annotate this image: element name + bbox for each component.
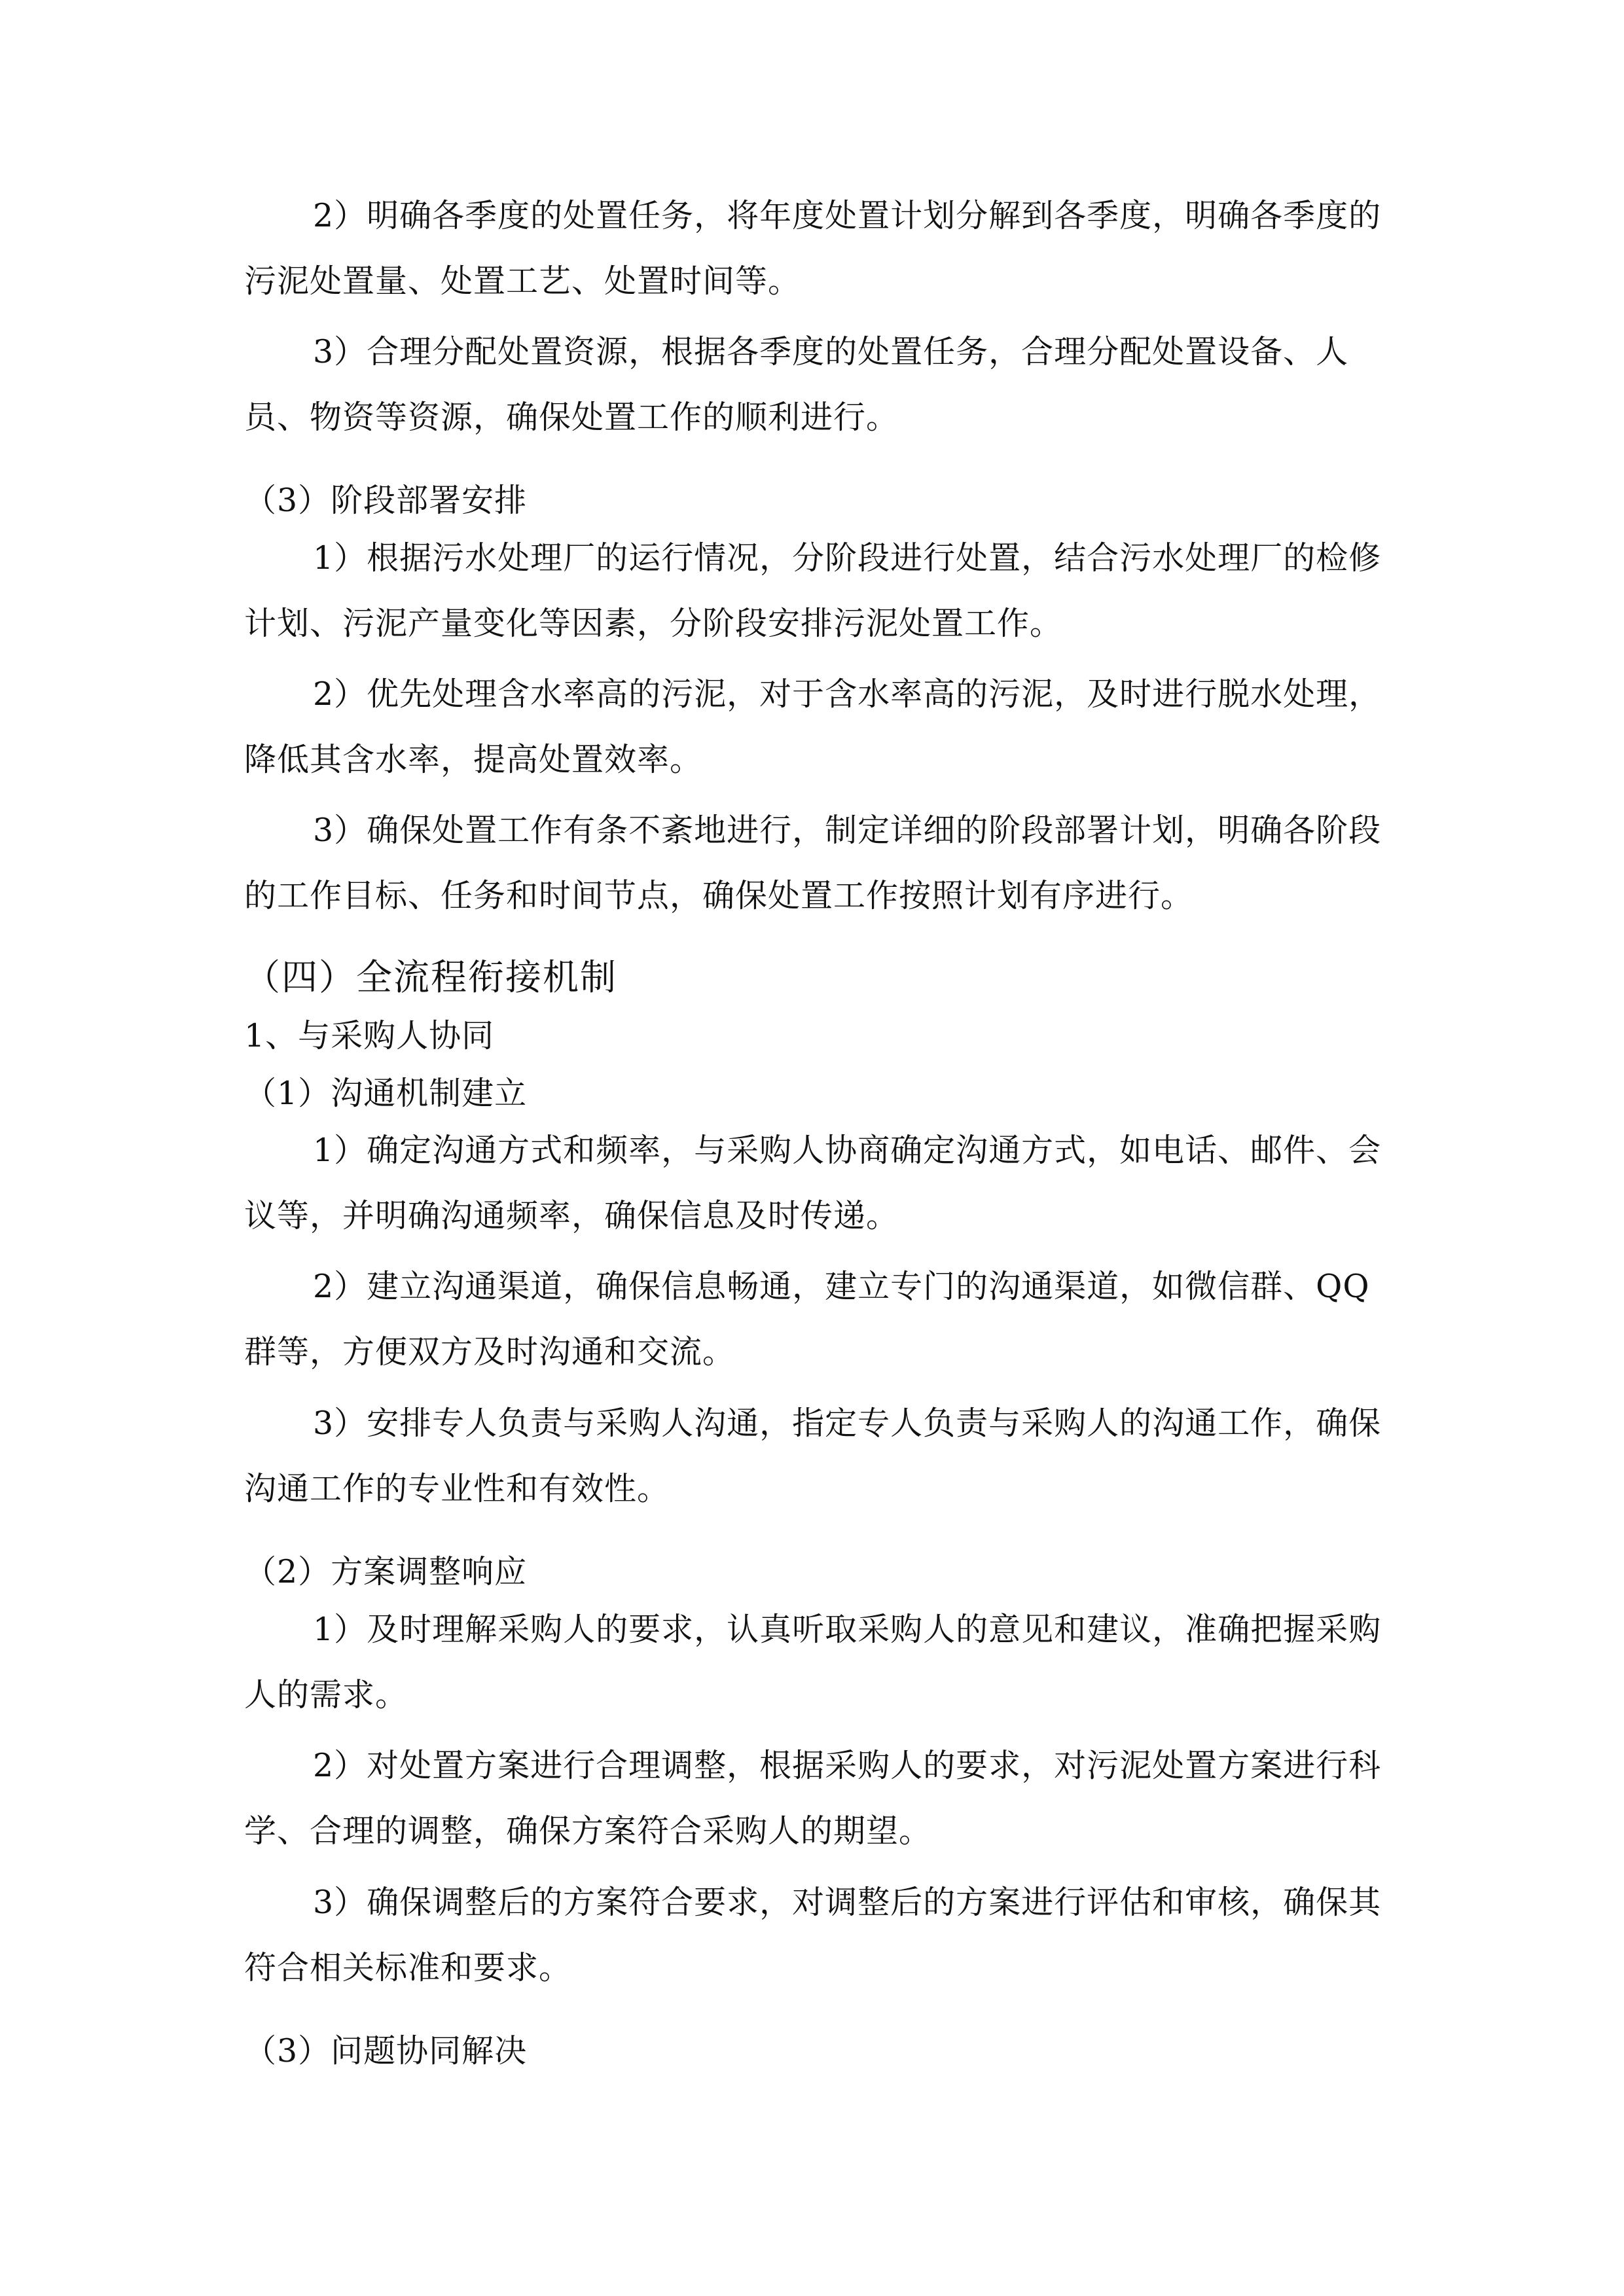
paragraph-line: 3）安排专人负责与采购人沟通，指定专人负责与采购人的沟通工作，确保	[313, 1405, 1382, 1442]
paragraph-line: 人的需求。	[244, 1676, 408, 1713]
paragraph	[244, 675, 1383, 780]
paragraph-line: 议等，并明确沟通频率，确保信息及时传递。	[244, 1197, 899, 1234]
subsection-heading: （2）方案调整响应	[244, 1553, 528, 1590]
paragraph-line: 1）及时理解采购人的要求，认真听取采购人的意见和建议，准确把握采购	[313, 1611, 1382, 1648]
paragraph-line: 的工作目标、任务和时间节点，确保处置工作按照计划有序进行。	[244, 877, 1194, 914]
subsection-heading: （3）问题协同解决	[244, 2032, 528, 2070]
paragraph-line: 2）优先处理含水率高的污泥，对于含水率高的污泥，及时进行脱水处理，	[313, 675, 1382, 713]
paragraph-line: 3）确保处置工作有条不紊地进行，制定详细的阶段部署计划，明确各阶段	[313, 812, 1382, 849]
paragraph-line: 学、合理的调整，确保方案符合采购人的期望。	[244, 1812, 932, 1850]
paragraph-line: 符合相关标准和要求。	[244, 1949, 572, 1986]
paragraph	[244, 1746, 1383, 1851]
paragraph	[244, 1883, 1383, 1988]
paragraph	[244, 1267, 1383, 1372]
paragraph	[244, 1131, 1383, 1236]
paragraph	[244, 811, 1383, 916]
paragraph-line: 群等，方便双方及时沟通和交流。	[244, 1333, 736, 1371]
paragraph-line: 1）确定沟通方式和频率，与采购人协商确定沟通方式，如电话、邮件、会	[313, 1132, 1382, 1169]
paragraph-line: 3）确保调整后的方案符合要求，对调整后的方案进行评估和审核，确保其	[313, 1884, 1382, 1921]
paragraph-line: 员、物资等资源，确保处置工作的顺利进行。	[244, 399, 899, 436]
paragraph-line: 3）合理分配处置资源，根据各季度的处置任务，合理分配处置设备、人	[313, 333, 1349, 370]
paragraph	[244, 539, 1383, 643]
paragraph	[244, 1610, 1383, 1715]
paragraph-line: 2）明确各季度的处置任务，将年度处置计划分解到各季度，明确各季度的	[313, 197, 1382, 234]
section-heading: （四）全流程衔接机制	[244, 956, 618, 998]
paragraph-line: 2）对处置方案进行合理调整，根据采购人的要求，对污泥处置方案进行科	[313, 1747, 1382, 1784]
subsection-heading: 1、与采购人协同	[244, 1017, 495, 1054]
subsection-heading: （1）沟通机制建立	[244, 1075, 528, 1112]
paragraph-line: 污泥处置量、处置工艺、处置时间等。	[244, 262, 801, 300]
paragraph-line: 沟通工作的专业性和有效性。	[244, 1470, 670, 1507]
paragraph-line: 1）根据污水处理厂的运行情况，分阶段进行处置，结合污水处理厂的检修	[313, 539, 1382, 577]
paragraph-line: 2）建立沟通渠道，确保信息畅通，建立专门的沟通渠道，如微信群、QQ	[313, 1268, 1370, 1305]
paragraph-line: 计划、污泥产量变化等因素，分阶段安排污泥处置工作。	[244, 605, 1063, 642]
paragraph-line: 降低其含水率，提高处置效率。	[244, 741, 703, 778]
paragraph	[244, 332, 1383, 437]
paragraph	[244, 196, 1383, 301]
paragraph	[244, 1404, 1383, 1509]
subsection-heading: （3）阶段部署安排	[244, 482, 528, 519]
